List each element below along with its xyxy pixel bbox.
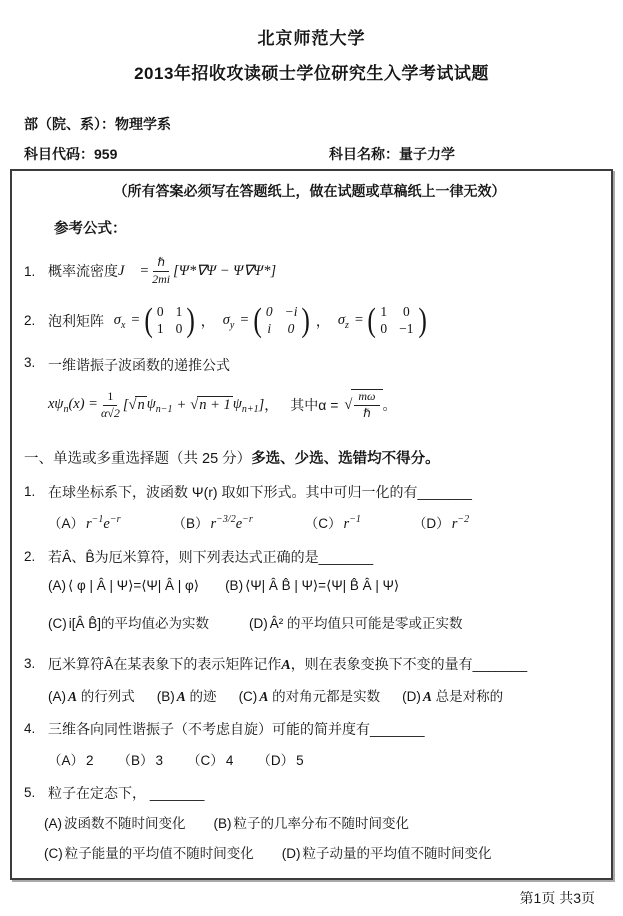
matrix-symbol: A xyxy=(281,658,291,674)
question-number: 5. xyxy=(24,784,36,800)
radical-sign: √ xyxy=(344,396,353,413)
formula-recursion-label-row xyxy=(24,355,595,375)
question-number: 3. xyxy=(24,656,36,672)
question-number: 4. xyxy=(24,721,36,736)
exam-body-box xyxy=(10,169,613,880)
option-a: （A） 2 xyxy=(48,752,94,768)
formula-number: 3. xyxy=(24,355,36,371)
radical-sign: √ xyxy=(190,396,199,413)
exam-meta xyxy=(24,114,599,164)
question-3-options xyxy=(48,685,595,705)
question-text: 在球坐标系下，波函数 Ψ(r) 取如下形式。其中可归一化的有_______ xyxy=(48,483,472,500)
question-4-options xyxy=(48,749,595,769)
current-rhs: [Ψ*∇Ψ − Ψ∇Ψ*] xyxy=(173,262,277,279)
matrix-cells: 1 0 0 −1 xyxy=(380,303,414,337)
subject-code: 科目代码：959 xyxy=(24,146,118,162)
pauli-matrix-y: $\sigma_y$ = ( 0 −i i 0 ) ， xyxy=(222,301,330,339)
psi-n-plus-1: $\psi_{n+1}$ xyxy=(232,395,259,415)
question-text: 粒子在定态下， _______ xyxy=(48,784,205,801)
question-3 xyxy=(24,654,595,677)
answer-notice: （所有答案必须写在答题纸上，做在试题或草稿纸上一律无效） xyxy=(113,183,506,199)
option-b: (B) A 的迹 xyxy=(156,689,217,704)
option-d: (D) 粒子动量的平均值不随时间变化 xyxy=(281,846,492,862)
formula-label: 概率流密度 xyxy=(48,263,118,280)
subject-name: 科目名称：量子力学 xyxy=(329,146,455,162)
matrix-cells: 0 −i i 0 xyxy=(265,303,298,337)
option-b: (B) ⟨Ψ| Â B̂ | Ψ⟩=⟨Ψ| B̂ Â | Ψ⟩ xyxy=(225,578,400,594)
question-text: 厄米算符Â在某表象下的表示矩阵记作A，则在表象变换下不变的量有_______ xyxy=(48,656,528,674)
question-number: 2. xyxy=(24,548,36,564)
sigma-x-symbol: $\sigma_x$ xyxy=(113,311,126,331)
right-paren: ) xyxy=(417,301,427,339)
option-a: (A) ⟨ φ | Â | Ψ⟩=⟨Ψ| Â | φ⟩ xyxy=(48,578,200,594)
question-5 xyxy=(24,783,595,805)
reference-formulas-heading: 参考公式： xyxy=(54,221,127,237)
formula-label: 一维谐振子波函数的递推公式 xyxy=(48,357,230,374)
option-d: （D） $r^{-2}$ xyxy=(412,513,470,532)
left-paren: ( xyxy=(252,301,262,339)
exam-title: 2013年招收攻读硕士学位研究生入学考试试题 xyxy=(134,64,489,83)
radical-sign: √ xyxy=(128,396,137,413)
right-paren: ) xyxy=(186,301,196,339)
current-fraction xyxy=(152,256,170,287)
option-c: (C) A 的对角元都是实数 xyxy=(238,689,381,704)
option-c: (C) i[Â B̂]的平均值必为实数 xyxy=(48,616,210,632)
option-b: （B） 3 xyxy=(117,752,164,768)
formula-number: 2. xyxy=(24,313,36,329)
sigma-z-symbol: $\sigma_z$ xyxy=(337,311,349,331)
recursion-fraction: $\frac{1}{\alpha√2}$ xyxy=(100,388,120,420)
left-paren: ( xyxy=(367,301,376,339)
question-text: 三维各向同性谐振子（不考虑自旋）可能的简并度有_______ xyxy=(48,721,425,737)
pauli-matrix-x: $\sigma_x$ = ( 0 1 1 0 ) ， xyxy=(113,301,215,339)
option-c: （C） $r^{-1}$ xyxy=(304,513,361,532)
alpha-definition-text: 其中α = xyxy=(290,397,339,414)
recursion-formula: $x\psi_n(x)$ = $\frac{1}{\alpha√2}$ [ √ n $\psi_{n-1}$ + √ n + 1 $\psi_{n+1}$ ] ， 其中α = √ $\frac{m\omega}{\text{ℏ}}$ 。 xyxy=(48,388,397,421)
question-number: 1. xyxy=(24,483,36,499)
university-title: 北京师范大学 xyxy=(257,29,366,48)
section-1-heading xyxy=(24,447,595,468)
option-b: (B) 粒子的几率分布不随时间变化 xyxy=(213,816,409,832)
section-heading-bold: 多选、少选、选错均不得分。 xyxy=(251,450,440,467)
question-2 xyxy=(24,547,595,569)
exam-header xyxy=(0,0,623,84)
option-a: (A) 波函数不随时间变化 xyxy=(44,816,186,832)
radicand-n: n xyxy=(137,397,145,414)
fraction-numerator: ℏ xyxy=(153,256,169,272)
recursion-lhs: $x\psi_n(x)$ = xyxy=(48,395,98,415)
formula-number: 1. xyxy=(24,263,36,279)
option-b: （B） $r^{-3/2}e^{-r}$ xyxy=(172,513,253,532)
question-5-options-row-1 xyxy=(44,812,595,832)
option-d: (D) A 总是对称的 xyxy=(402,689,504,704)
section-heading-plain: 一、单选或多重选择题（共 25 分） xyxy=(24,450,252,467)
radicand-n-plus-1: n + 1 xyxy=(199,397,231,414)
formula-probability-current xyxy=(24,256,595,287)
subject-row xyxy=(24,144,599,164)
right-paren: ) xyxy=(301,301,311,339)
current-lhs: J⃗ = xyxy=(118,262,150,279)
option-d: （D） 5 xyxy=(257,752,304,768)
question-2-options-row-1 xyxy=(48,578,595,594)
formula-pauli-matrices xyxy=(24,303,595,340)
question-2-options-row-2 xyxy=(48,612,595,632)
question-text: 若Â、B̂为厄米算符，则下列表达式正确的是_______ xyxy=(48,548,374,565)
matrix-cells: 0 1 1 0 xyxy=(156,303,183,337)
psi-n-minus-1: $\psi_{n-1}$ xyxy=(146,395,173,415)
sigma-y-symbol: $\sigma_y$ xyxy=(222,311,235,331)
option-c: （C） 4 xyxy=(187,752,234,768)
page-footer: 第1页 共3页 xyxy=(519,890,595,907)
question-1-options xyxy=(48,512,595,533)
option-a: （A） $r^{-1}e^{-r}$ xyxy=(48,513,121,532)
option-d: (D) Â² 的平均值只可能是零或正实数 xyxy=(249,616,463,632)
question-5-options-row-2 xyxy=(44,842,595,862)
option-c: (C) 粒子能量的平均值不随时间变化 xyxy=(44,846,254,862)
pauli-matrix-z: $\sigma_z$ = ( 1 0 0 −1 ) xyxy=(337,301,427,339)
fraction-denominator: 2mi xyxy=(152,271,171,286)
question-1 xyxy=(24,482,595,504)
formula-label: 泡利矩阵 xyxy=(48,312,104,329)
department-line: 部（院、系）：物理学系 xyxy=(24,116,171,132)
question-4 xyxy=(24,719,595,741)
alpha-radicand: $\frac{m\omega}{\text{ℏ}}$ xyxy=(351,389,382,421)
left-paren: ( xyxy=(143,301,153,339)
option-a: (A) A 的行列式 xyxy=(48,689,135,704)
